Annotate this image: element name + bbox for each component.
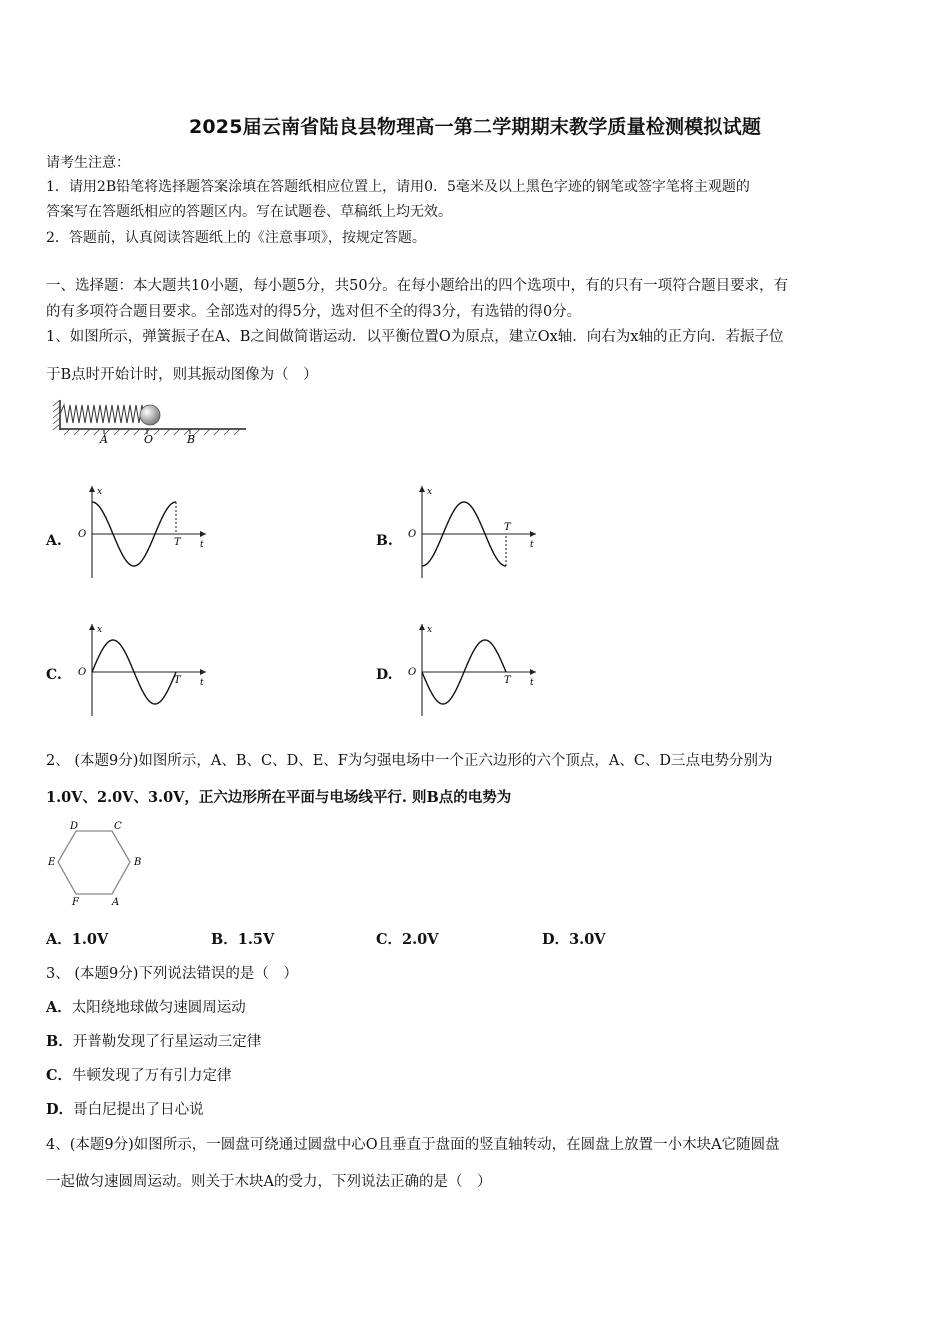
hex-label-a: A bbox=[112, 897, 120, 908]
q3-option-d-text: 哥白尼提出了日心说 bbox=[73, 1102, 204, 1118]
q2-option-d-text: 3.0V bbox=[569, 931, 606, 948]
q2-option-a-label: A． bbox=[46, 931, 72, 948]
axis-label-o: O bbox=[78, 667, 87, 678]
q1-option-a-label[interactable]: A. bbox=[46, 533, 62, 549]
q2-option-d-label: D． bbox=[542, 931, 570, 948]
q2-option-c-text: 2.0V bbox=[402, 931, 439, 948]
q4-line-2: 一起做匀速圆周运动。则关于木块A的受力，下列说法正确的是（ ） bbox=[46, 1174, 492, 1190]
q3-option-b-text: 开普勒发现了行星运动三定律 bbox=[72, 1034, 262, 1050]
page-title: 2025届云南省陆良县物理高一第二学期期末教学质量检测模拟试题 bbox=[188, 116, 762, 138]
axis-label-period: T bbox=[174, 675, 181, 686]
axis-label-t: t bbox=[530, 540, 534, 550]
q1-option-d-label[interactable]: D. bbox=[376, 667, 393, 683]
q3-option-a[interactable] bbox=[46, 998, 246, 1018]
axis-label-period: T bbox=[504, 522, 511, 533]
axis-label-x: x bbox=[97, 487, 103, 497]
spring-label-o: O bbox=[144, 433, 154, 446]
axis-label-period: T bbox=[174, 537, 181, 548]
axis-label-o: O bbox=[408, 529, 417, 540]
hex-label-b: B bbox=[134, 857, 142, 868]
axis-label-o: O bbox=[408, 667, 417, 678]
q2-option-a[interactable] bbox=[46, 930, 108, 950]
q1-option-b-label[interactable]: B. bbox=[376, 533, 393, 549]
notice-line-2: 2．答题前，认真阅读答题纸上的《注意事项》，按规定答题。 bbox=[46, 230, 426, 246]
axis-label-t: t bbox=[530, 678, 534, 688]
spring-oscillator-figure bbox=[50, 396, 250, 448]
q3-option-b-label: B． bbox=[46, 1033, 73, 1050]
spring-label-b: B bbox=[187, 433, 196, 446]
hex-label-f: F bbox=[72, 897, 79, 908]
hex-label-e: E bbox=[48, 857, 56, 868]
spring-label-a: A bbox=[100, 433, 108, 446]
q1-line-2: 于B点时开始计时，则其振动图像为（ ） bbox=[46, 367, 318, 383]
q3-line-1: 3、 (本题9分)下列说法错误的是（ ） bbox=[46, 966, 298, 982]
q1-option-a-graph[interactable] bbox=[70, 482, 220, 582]
axis-label-x: x bbox=[427, 625, 433, 635]
q1-option-d-graph[interactable] bbox=[400, 620, 550, 720]
notice-line-1b: 答案写在答题纸相应的答题区内。写在试题卷、草稿纸上均无效。 bbox=[46, 204, 452, 220]
axis-label-x: x bbox=[97, 625, 103, 635]
hexagon-figure bbox=[46, 818, 151, 908]
q3-option-d[interactable] bbox=[46, 1100, 204, 1120]
q3-option-d-label: D． bbox=[46, 1101, 74, 1118]
q3-option-c-text: 牛顿发现了万有引力定律 bbox=[72, 1068, 232, 1084]
axis-label-t: t bbox=[200, 540, 204, 550]
notice-heading: 请考生注意： bbox=[46, 155, 130, 171]
q3-option-b[interactable] bbox=[46, 1032, 261, 1052]
hex-label-c: C bbox=[114, 821, 122, 832]
axis-label-period: T bbox=[504, 675, 511, 686]
q1-line-1: 1、如图所示，弹簧振子在A、B之间做简谐运动．以平衡位置O为原点，建立Ox轴．向右为x轴的正方向．若振子位 bbox=[46, 329, 784, 345]
q1-option-c-label[interactable]: C. bbox=[46, 667, 62, 683]
q1-option-b-graph[interactable] bbox=[400, 482, 550, 582]
q2-option-b[interactable] bbox=[211, 930, 274, 950]
q3-option-c[interactable] bbox=[46, 1066, 232, 1086]
axis-label-x: x bbox=[427, 487, 433, 497]
q4-line-1: 4、(本题9分)如图所示，一圆盘可绕通过圆盘中心O且垂直于盘面的竖直轴转动，在圆盘上放置一小木块A它随圆盘 bbox=[46, 1137, 780, 1153]
axis-label-t: t bbox=[200, 678, 204, 688]
q2-option-c[interactable] bbox=[376, 930, 439, 950]
q2-line-1: 2、 (本题9分)如图所示，A、B、C、D、E、F为匀强电场中一个正六边形的六个顶点，A、C、D三点电势分别为 bbox=[46, 753, 773, 769]
q3-option-a-label: A． bbox=[46, 999, 72, 1016]
q2-option-b-label: B． bbox=[211, 931, 238, 948]
q3-option-c-label: C． bbox=[46, 1067, 73, 1084]
axis-label-o: O bbox=[78, 529, 87, 540]
notice-line-1a: 1．请用2B铅笔将选择题答案涂填在答题纸相应位置上，请用0．5毫米及以上黑色字迹的钢笔或签字笔将主观题的 bbox=[46, 179, 750, 195]
q2-option-c-label: C． bbox=[376, 931, 403, 948]
q2-option-d[interactable] bbox=[542, 930, 606, 950]
section1-line-2: 的有多项符合题目要求。全部选对的得5分，选对但不全的得3分，有选错的得0分。 bbox=[46, 304, 582, 320]
q3-option-a-text: 太阳绕地球做匀速圆周运动 bbox=[71, 1000, 246, 1016]
hex-label-d: D bbox=[70, 821, 79, 832]
q2-line-2: 1.0V、2.0V、3.0V，正六边形所在平面与电场线平行. 则B点的电势为 bbox=[46, 789, 512, 806]
q2-option-a-text: 1.0V bbox=[71, 931, 109, 948]
section1-line-1: 一、选择题：本大题共10小题，每小题5分，共50分。在每小题给出的四个选项中，有的只有一项符合题目要求，有 bbox=[46, 278, 789, 294]
q2-option-b-text: 1.5V bbox=[237, 931, 275, 948]
q1-option-c-graph[interactable] bbox=[70, 620, 220, 720]
